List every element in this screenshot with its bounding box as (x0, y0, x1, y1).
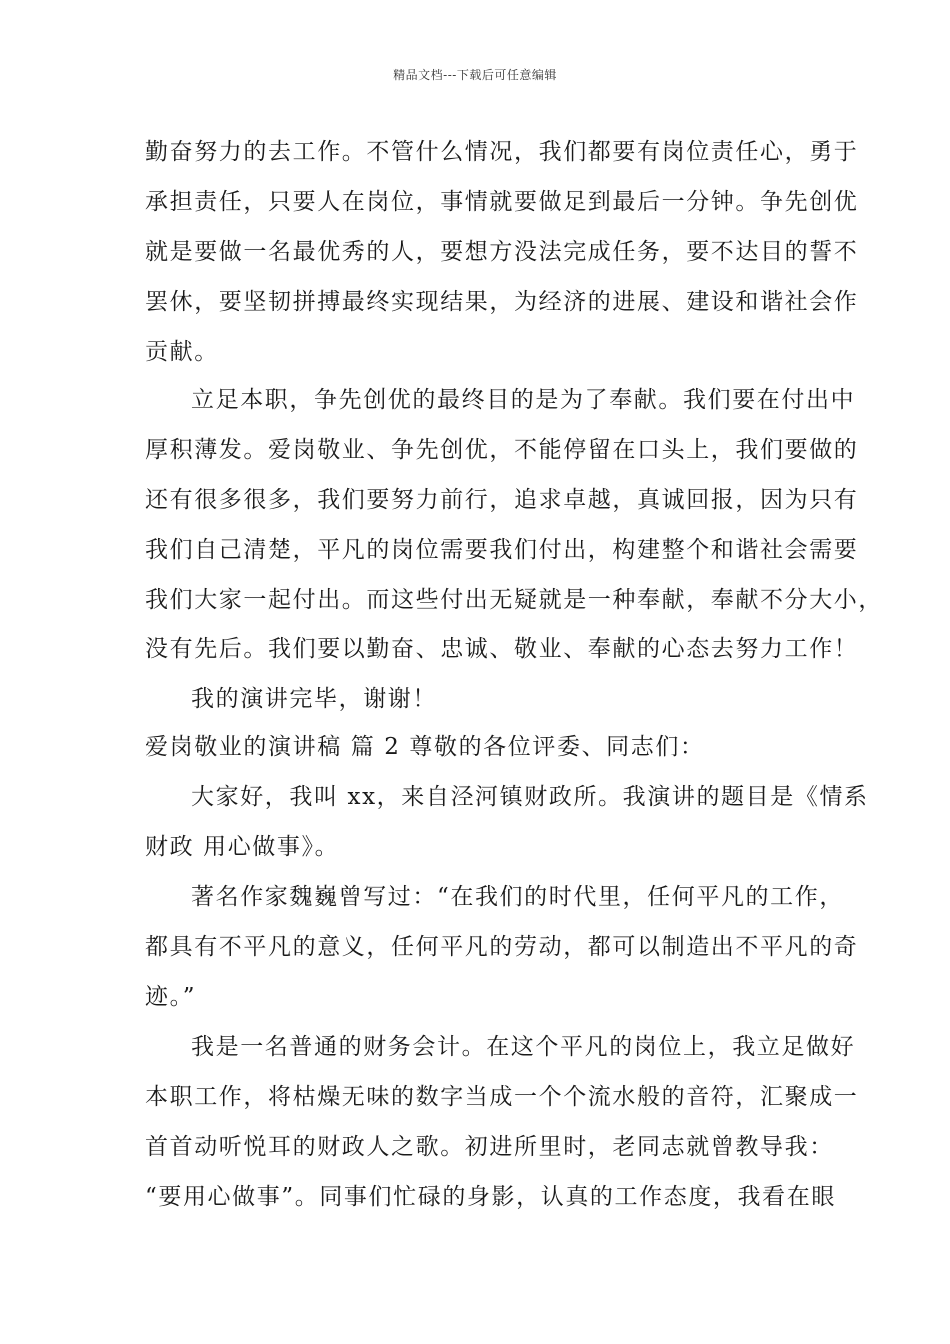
page-header: 精品文档---下载后可任意编辑 (393, 68, 557, 82)
text-line: 我们自己清楚，平凡的岗位需要我们付出，构建整个和谐社会需要 (145, 537, 859, 563)
text-line: 大家好，我叫 xx，来自泾河镇财政所。我演讲的题目是《情系 (191, 784, 869, 810)
text-line: 首首动听悦耳的财政人之歌。初进所里时，老同志就曾教导我： (145, 1134, 834, 1160)
text-line: 没有先后。我们要以勤奋、忠诚、敬业、奉献的心态去努力工作！ (145, 636, 859, 662)
text-line: 厚积薄发。爱岗敬业、争先创优，不能停留在口头上，我们要做的 (145, 437, 859, 463)
text-line: 立足本职，争先创优的最终目的是为了奉献。我们要在付出中 (191, 387, 856, 413)
text-line: 财政 用心做事》。 (145, 834, 340, 860)
text-line: 本职工作，将枯燥无味的数字当成一个个流水般的音符，汇聚成一 (145, 1084, 859, 1110)
text-line: 我是一名普通的财务会计。在这个平凡的岗位上，我立足做好 (191, 1034, 856, 1060)
text-line: 迹。” (145, 984, 197, 1010)
text-line: 都具有不平凡的意义，任何平凡的劳动，都可以制造出不平凡的奇 (145, 934, 859, 960)
text-line: 著名作家魏巍曾写过：“在我们的时代里，任何平凡的工作， (191, 884, 844, 910)
text-line: 承担责任，只要人在岗位，事情就要做足到最后一分钟。争先创优 (145, 189, 859, 215)
text-line: 我们大家一起付出。而这些付出无疑就是一种奉献，奉献不分大小， (145, 587, 883, 613)
text-line: 贡献。 (145, 339, 219, 365)
text-line: 勤奋努力的去工作。不管什么情况，我们都要有岗位责任心，勇于 (145, 139, 859, 165)
section-heading: 爱岗敬业的演讲稿 篇 2 尊敬的各位评委、同志们： (145, 734, 705, 760)
text-line: 罢休，要坚韧拼搏最终实现结果，为经济的进展、建设和谐社会作 (145, 289, 859, 315)
text-line: “要用心做事”。同事们忙碌的身影，认真的工作态度，我看在眼 (145, 1184, 836, 1210)
text-line: 就是要做一名最优秀的人，要想方没法完成任务，要不达目的誓不 (145, 239, 859, 265)
text-line: 还有很多很多，我们要努力前行，追求卓越，真诚回报，因为只有 (145, 487, 859, 513)
text-line: 我的演讲完毕，谢谢！ (191, 686, 437, 712)
